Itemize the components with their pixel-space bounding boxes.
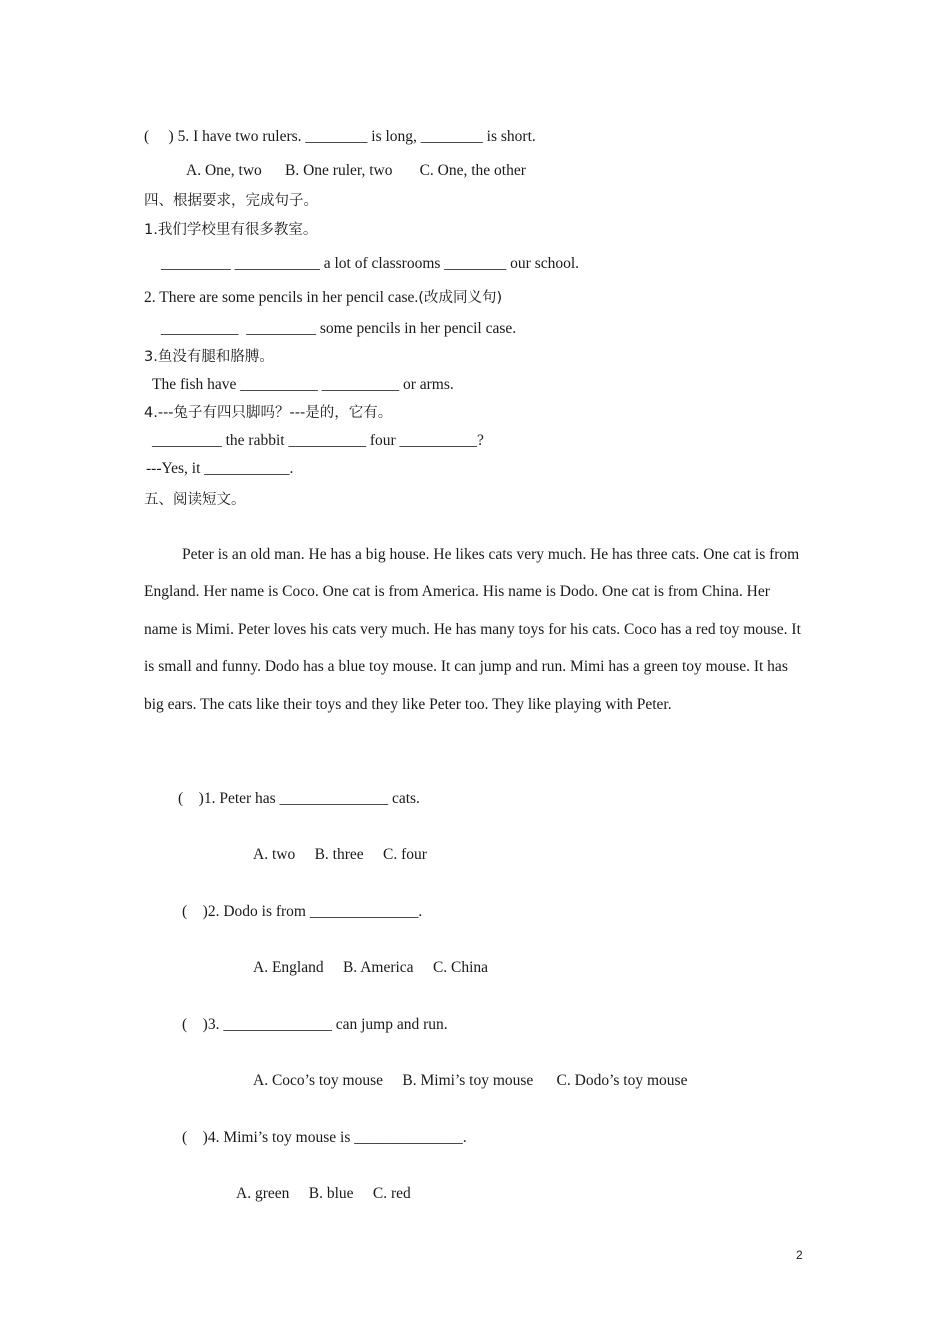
question-5-options: A. One, two B. One ruler, two C. One, the other <box>186 162 526 179</box>
reading-question-3-options: A. Coco’s toy mouse B. Mimi’s toy mouse C. Dodo’s toy mouse <box>253 1072 688 1089</box>
section-5-heading: 五、阅读短文。 <box>144 492 246 508</box>
section-4-q1-answer: _________ ___________ a lot of classrooms ________ our school. <box>161 255 580 272</box>
reading-question-4-options: A. green B. blue C. red <box>236 1185 411 1202</box>
section-4-q4-prompt: 4.---兔子有四只脚吗？---是的，它有。 <box>144 405 393 421</box>
section-4-heading: 四、根据要求，完成句子。 <box>144 193 318 209</box>
section-4-q2-answer: __________ _________ some pencils in her pencil case. <box>161 320 517 337</box>
reading-passage-text: Peter is an old man. He has a big house. He likes cats very much. He has three cats. One cat is from England. Her name is Coco. One cat is from America. His name is Dodo. One cat is from China. Her name is Mimi. Peter loves his cats very much. He has many toys for his cats. Coco has a red toy mouse. It is small and funny. Dodo has a blue toy mouse. It can jump and run. Mimi has a green toy mouse. It has big ears. The cats like their toys and they like Peter too. They like playing with Peter. <box>144 546 801 713</box>
section-4-q4-answer: _________ the rabbit __________ four __________? <box>152 432 484 449</box>
section-4-q3-answer: The fish have __________ __________ or arms. <box>152 376 454 393</box>
page-number: 2 <box>796 1248 803 1262</box>
section-4-q2-prompt-en: 2. There are some pencils in her pencil case. <box>144 289 419 306</box>
reading-question-1-stem: ( )1. Peter has ______________ cats. <box>178 790 420 807</box>
reading-question-2-options: A. England B. America C. China <box>253 959 489 976</box>
question-5-stem: ( ) 5. I have two rulers. ________ is long, ________ is short. <box>144 128 536 145</box>
reading-question-3-stem: ( )3. ______________ can jump and run. <box>182 1016 448 1033</box>
section-4-q4-reply: ---Yes, it ___________. <box>146 460 294 477</box>
section-4-q2-prompt <box>144 288 502 308</box>
reading-question-4-stem: ( )4. Mimi’s toy mouse is ______________. <box>182 1129 467 1146</box>
section-4-q2-prompt-note: (改成同义句) <box>418 290 503 306</box>
section-4-q1-prompt: 1.我们学校里有很多教室。 <box>144 222 318 238</box>
reading-passage <box>144 536 806 723</box>
reading-question-1-options: A. two B. three C. four <box>253 846 427 863</box>
section-4-q3-prompt: 3.鱼没有腿和胳膊。 <box>144 349 274 365</box>
reading-question-2-stem: ( )2. Dodo is from ______________. <box>182 903 423 920</box>
